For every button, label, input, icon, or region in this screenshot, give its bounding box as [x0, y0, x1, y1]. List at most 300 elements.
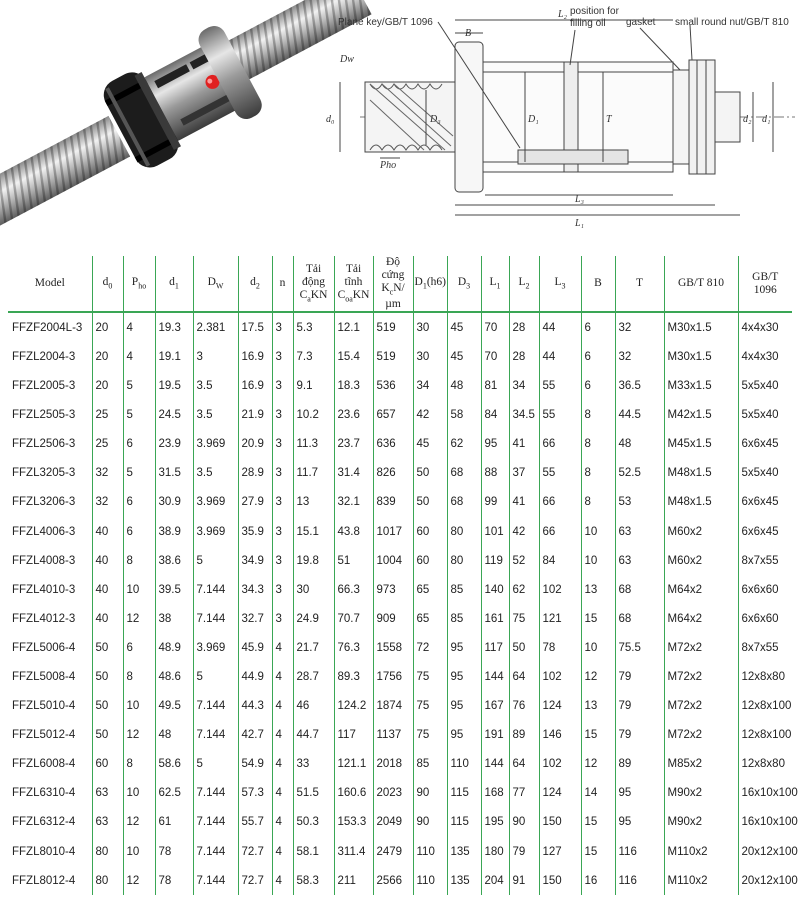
cell-d3: 95	[447, 692, 481, 721]
cell-dw: 7.144	[193, 779, 238, 808]
cell-d0: 50	[92, 633, 123, 662]
header-l1: $L_1$	[481, 256, 509, 312]
cell-d3: 95	[447, 721, 481, 750]
cell-b: 10	[581, 546, 615, 575]
cell-d2: 45.9	[238, 633, 272, 662]
dim-d1-upper: D₁	[528, 114, 539, 125]
cell-gb-t-810: M64x2	[664, 575, 738, 604]
cell-b: 12	[581, 662, 615, 691]
cell-pho: 6	[123, 633, 155, 662]
cell-l3: 55	[539, 401, 581, 430]
cell-stiffness: 1558	[373, 633, 413, 662]
cell-l3: 55	[539, 371, 581, 400]
cell-dw: 3.5	[193, 459, 238, 488]
cell-n: 4	[272, 808, 293, 837]
cell-model: FFZL3206-3	[12, 496, 76, 509]
dim-d0: d₀	[326, 114, 335, 125]
cell-l2: 42	[509, 517, 539, 546]
cell-pho: 6	[123, 430, 155, 459]
cell-pho: 10	[123, 779, 155, 808]
cell-model: FFZL8012-4	[12, 874, 76, 887]
cell-dynamic-load: 50.3	[293, 808, 334, 837]
cell-l3: 44	[539, 342, 581, 371]
cell-dw: 2.381	[193, 312, 238, 342]
cell-static-load: 211	[334, 866, 373, 895]
header-gb-t-810: GB/T 810	[664, 256, 738, 312]
cell-t: 48	[615, 430, 664, 459]
cell-static-load: 43.8	[334, 517, 373, 546]
cell-t: 36.5	[615, 371, 664, 400]
cell-model: FFZL5010-4	[12, 700, 76, 713]
cell-model: FFZL4008-3	[12, 554, 76, 567]
cell-gb-t-1096: 12x8x80	[738, 750, 792, 779]
cell-static-load: 23.7	[334, 430, 373, 459]
cell-n: 4	[272, 750, 293, 779]
cell-b: 15	[581, 837, 615, 866]
cell-static-load: 12.1	[334, 312, 373, 342]
cell-gb-t-1096: 12x8x80	[738, 662, 792, 691]
cell-d0: 32	[92, 488, 123, 517]
cell-d1-h6: 34	[413, 371, 447, 400]
header-gb-t-1096: GB/T 1096	[738, 256, 792, 312]
cell-l1: 161	[481, 604, 509, 633]
cell-stiffness: 826	[373, 459, 413, 488]
cell-dynamic-load: 11.7	[293, 459, 334, 488]
cell-d1-h6: 75	[413, 692, 447, 721]
header-d1-h6: $D_1(h6)$	[413, 256, 447, 312]
cell-t: 79	[615, 692, 664, 721]
cell-stiffness: 1004	[373, 546, 413, 575]
cell-dw: 3.969	[193, 488, 238, 517]
cell-d0: 20	[92, 371, 123, 400]
cell-model: FFZL5006-4	[12, 641, 76, 654]
cell-d1: 62.5	[155, 779, 193, 808]
oil-position-label-1: position for	[570, 6, 619, 17]
cell-dynamic-load: 21.7	[293, 633, 334, 662]
cell-l1: 81	[481, 371, 509, 400]
cell-d1: 78	[155, 837, 193, 866]
cell-n: 4	[272, 633, 293, 662]
cell-n: 3	[272, 604, 293, 633]
table-row	[8, 312, 792, 342]
gasket-label: gasket	[626, 17, 656, 28]
cell-b: 15	[581, 604, 615, 633]
cell-model: FFZL5012-4	[12, 729, 76, 742]
header-pho: $P_{ho}$	[123, 256, 155, 312]
cell-l2: 34.5	[509, 401, 539, 430]
cell-d0: 20	[92, 312, 123, 342]
table-row	[8, 575, 792, 604]
cell-t: 95	[615, 779, 664, 808]
cell-d2: 72.7	[238, 837, 272, 866]
cell-d1-h6: 50	[413, 459, 447, 488]
cell-pho: 5	[123, 401, 155, 430]
cell-static-load: 31.4	[334, 459, 373, 488]
cell-d0: 50	[92, 721, 123, 750]
dim-b: B	[465, 28, 472, 39]
cell-d1: 48.6	[155, 662, 193, 691]
cell-d2: 20.9	[238, 430, 272, 459]
cell-static-load: 117	[334, 721, 373, 750]
cell-l2: 76	[509, 692, 539, 721]
cell-l2: 62	[509, 575, 539, 604]
dim-l3: L₃	[575, 194, 585, 205]
cell-dynamic-load: 10.2	[293, 401, 334, 430]
cell-gb-t-1096: 20x12x100	[738, 866, 792, 895]
cell-d2: 72.7	[238, 866, 272, 895]
cell-model: FFZL8010-4	[12, 845, 76, 858]
cell-l3: 66	[539, 488, 581, 517]
cell-l1: 168	[481, 779, 509, 808]
cell-gb-t-1096: 8x7x55	[738, 633, 792, 662]
cell-l2: 75	[509, 604, 539, 633]
cell-d1-h6: 45	[413, 430, 447, 459]
cell-d0: 80	[92, 866, 123, 895]
cell-l3: 66	[539, 517, 581, 546]
cell-gb-t-810: M30x1.5	[664, 342, 738, 371]
table-row	[8, 692, 792, 721]
cell-model: FFZL2004-3	[12, 350, 76, 363]
cell-n: 4	[272, 779, 293, 808]
cell-l1: 180	[481, 837, 509, 866]
cell-b: 8	[581, 401, 615, 430]
cell-static-load: 121.1	[334, 750, 373, 779]
cell-d3: 115	[447, 779, 481, 808]
cell-d2: 44.9	[238, 662, 272, 691]
cell-d1-h6: 75	[413, 721, 447, 750]
cell-d1-h6: 90	[413, 808, 447, 837]
cell-d3: 85	[447, 604, 481, 633]
cell-l3: 124	[539, 692, 581, 721]
cell-l3: 102	[539, 662, 581, 691]
cell-dw: 5	[193, 750, 238, 779]
cell-d1: 19.3	[155, 312, 193, 342]
cell-dw: 7.144	[193, 866, 238, 895]
cell-l2: 50	[509, 633, 539, 662]
table-row	[8, 401, 792, 430]
cell-b: 14	[581, 779, 615, 808]
cell-pho: 12	[123, 604, 155, 633]
cell-gb-t-810: M90x2	[664, 808, 738, 837]
cell-d3: 135	[447, 866, 481, 895]
cell-l2: 41	[509, 488, 539, 517]
cell-model: FFZL2506-3	[12, 438, 76, 451]
cell-dynamic-load: 7.3	[293, 342, 334, 371]
cell-t: 32	[615, 312, 664, 342]
cell-d2: 35.9	[238, 517, 272, 546]
cell-gb-t-1096: 4x4x30	[738, 342, 792, 371]
table-row	[8, 430, 792, 459]
cell-d3: 95	[447, 633, 481, 662]
cell-static-load: 311.4	[334, 837, 373, 866]
cell-b: 10	[581, 517, 615, 546]
cell-d0: 40	[92, 546, 123, 575]
cell-static-load: 160.6	[334, 779, 373, 808]
cell-stiffness: 973	[373, 575, 413, 604]
cell-dw: 3.5	[193, 401, 238, 430]
cell-gb-t-810: M48x1.5	[664, 459, 738, 488]
cell-dynamic-load: 5.3	[293, 312, 334, 342]
cell-n: 3	[272, 401, 293, 430]
cell-model: FFZL2505-3	[12, 409, 76, 422]
cell-t: 52.5	[615, 459, 664, 488]
cell-gb-t-810: M72x2	[664, 662, 738, 691]
cell-d1-h6: 90	[413, 779, 447, 808]
cell-l2: 41	[509, 430, 539, 459]
cell-gb-t-1096: 4x4x30	[738, 312, 792, 342]
cell-pho: 8	[123, 546, 155, 575]
cell-l3: 78	[539, 633, 581, 662]
cell-l3: 84	[539, 546, 581, 575]
cell-l3: 146	[539, 721, 581, 750]
cell-n: 4	[272, 837, 293, 866]
cell-l2: 79	[509, 837, 539, 866]
cell-gb-t-810: M72x2	[664, 721, 738, 750]
cell-gb-t-1096: 6x6x45	[738, 430, 792, 459]
cell-gb-t-1096: 6x6x60	[738, 575, 792, 604]
cell-stiffness: 2018	[373, 750, 413, 779]
cell-dynamic-load: 24.9	[293, 604, 334, 633]
cell-l1: 95	[481, 430, 509, 459]
cell-pho: 10	[123, 837, 155, 866]
cell-d1: 78	[155, 866, 193, 895]
cell-n: 4	[272, 721, 293, 750]
cell-dw: 7.144	[193, 692, 238, 721]
cell-b: 15	[581, 721, 615, 750]
cell-dynamic-load: 44.7	[293, 721, 334, 750]
cell-l1: 101	[481, 517, 509, 546]
cell-t: 68	[615, 604, 664, 633]
cell-dynamic-load: 11.3	[293, 430, 334, 459]
cell-l3: 102	[539, 575, 581, 604]
cell-pho: 6	[123, 517, 155, 546]
cell-gb-t-810: M33x1.5	[664, 371, 738, 400]
cell-t: 63	[615, 546, 664, 575]
cell-b: 8	[581, 488, 615, 517]
cell-b: 8	[581, 430, 615, 459]
cell-d3: 115	[447, 808, 481, 837]
cell-d3: 45	[447, 312, 481, 342]
cell-pho: 6	[123, 488, 155, 517]
table-row	[8, 342, 792, 371]
cell-l3: 55	[539, 459, 581, 488]
cell-l2: 28	[509, 342, 539, 371]
cell-d3: 68	[447, 488, 481, 517]
cell-dw: 3.969	[193, 430, 238, 459]
cell-dynamic-load: 19.8	[293, 546, 334, 575]
cell-d3: 62	[447, 430, 481, 459]
cell-static-load: 66.3	[334, 575, 373, 604]
cell-d2: 54.9	[238, 750, 272, 779]
cell-dw: 7.144	[193, 575, 238, 604]
cell-b: 6	[581, 371, 615, 400]
cell-dw: 3.969	[193, 633, 238, 662]
header-dw: $D_W$	[193, 256, 238, 312]
cell-gb-t-810: M72x2	[664, 692, 738, 721]
table-row	[8, 459, 792, 488]
cell-gb-t-1096: 5x5x40	[738, 401, 792, 430]
cell-stiffness: 536	[373, 371, 413, 400]
cell-d1-h6: 85	[413, 750, 447, 779]
ball-nut-technical-drawing	[320, 0, 800, 230]
cell-static-load: 23.6	[334, 401, 373, 430]
cell-t: 79	[615, 662, 664, 691]
table-row	[8, 837, 792, 866]
cell-pho: 12	[123, 721, 155, 750]
cell-dynamic-load: 58.3	[293, 866, 334, 895]
cell-d0: 50	[92, 692, 123, 721]
cell-gb-t-810: M30x1.5	[664, 312, 738, 342]
cell-l1: 88	[481, 459, 509, 488]
cell-d1-h6: 30	[413, 342, 447, 371]
dim-d3: D₃	[430, 114, 441, 125]
cell-d1-h6: 30	[413, 312, 447, 342]
cell-l2: 89	[509, 721, 539, 750]
cell-stiffness: 909	[373, 604, 413, 633]
cell-stiffness: 1756	[373, 662, 413, 691]
cell-model: FFZL4012-3	[12, 612, 76, 625]
cell-dynamic-load: 13	[293, 488, 334, 517]
cell-gb-t-810: M110x2	[664, 837, 738, 866]
cell-d2: 28.9	[238, 459, 272, 488]
table-row	[8, 662, 792, 691]
cell-n: 4	[272, 692, 293, 721]
header-dynamic-load: Tải động $C_aKN$	[293, 256, 334, 312]
cell-static-load: 89.3	[334, 662, 373, 691]
cell-l2: 28	[509, 312, 539, 342]
cell-dw: 7.144	[193, 808, 238, 837]
cell-dw: 7.144	[193, 837, 238, 866]
cell-d1: 23.9	[155, 430, 193, 459]
cell-n: 3	[272, 371, 293, 400]
cell-l2: 90	[509, 808, 539, 837]
cell-n: 3	[272, 312, 293, 342]
cell-gb-t-1096: 6x6x60	[738, 604, 792, 633]
cell-d1: 38	[155, 604, 193, 633]
cell-d2: 57.3	[238, 779, 272, 808]
cell-n: 3	[272, 488, 293, 517]
cell-dynamic-load: 51.5	[293, 779, 334, 808]
cell-l1: 99	[481, 488, 509, 517]
cell-gb-t-1096: 5x5x40	[738, 371, 792, 400]
cell-d3: 110	[447, 750, 481, 779]
cell-d3: 80	[447, 546, 481, 575]
cell-d2: 44.3	[238, 692, 272, 721]
cell-gb-t-1096: 12x8x100	[738, 692, 792, 721]
cell-l1: 70	[481, 312, 509, 342]
cell-model: FFZL2005-3	[12, 380, 76, 393]
cell-gb-t-810: M85x2	[664, 750, 738, 779]
cell-dw: 3.5	[193, 371, 238, 400]
cell-gb-t-1096: 5x5x40	[738, 459, 792, 488]
cell-stiffness: 2049	[373, 808, 413, 837]
dim-d1: d₁	[762, 114, 771, 125]
cell-dw: 5	[193, 662, 238, 691]
cell-d2: 16.9	[238, 342, 272, 371]
cell-stiffness: 1874	[373, 692, 413, 721]
cell-b: 13	[581, 692, 615, 721]
dim-t: T	[606, 114, 612, 125]
cell-pho: 12	[123, 808, 155, 837]
table-row	[8, 604, 792, 633]
cell-dynamic-load: 9.1	[293, 371, 334, 400]
table-body	[8, 312, 798, 895]
header-d0: $d_0$	[92, 256, 123, 312]
cell-d1-h6: 65	[413, 604, 447, 633]
cell-dynamic-load: 28.7	[293, 662, 334, 691]
cell-dynamic-load: 58.1	[293, 837, 334, 866]
cell-pho: 4	[123, 312, 155, 342]
cell-gb-t-1096: 20x12x100	[738, 837, 792, 866]
cell-l3: 124	[539, 779, 581, 808]
cell-b: 16	[581, 866, 615, 895]
cell-l1: 144	[481, 662, 509, 691]
cell-t: 53	[615, 488, 664, 517]
cell-d0: 60	[92, 750, 123, 779]
cell-n: 3	[272, 575, 293, 604]
cell-gb-t-810: M60x2	[664, 517, 738, 546]
cell-l2: 64	[509, 750, 539, 779]
cell-pho: 4	[123, 342, 155, 371]
cell-d0: 40	[92, 575, 123, 604]
cell-d1-h6: 110	[413, 837, 447, 866]
table-row	[8, 517, 792, 546]
table-row	[8, 721, 792, 750]
header-b: B	[581, 256, 615, 312]
cell-l2: 91	[509, 866, 539, 895]
cell-d1: 19.1	[155, 342, 193, 371]
cell-t: 116	[615, 837, 664, 866]
cell-l3: 44	[539, 312, 581, 342]
dim-dw: Dw	[340, 54, 354, 65]
cell-d1: 38.9	[155, 517, 193, 546]
cell-l1: 70	[481, 342, 509, 371]
cell-dw: 5	[193, 546, 238, 575]
cell-d2: 55.7	[238, 808, 272, 837]
plane-key-label: Plane key/GB/T 1096	[338, 17, 433, 28]
cell-l1: 167	[481, 692, 509, 721]
cell-static-load: 76.3	[334, 633, 373, 662]
cell-d0: 20	[92, 342, 123, 371]
cell-l1: 204	[481, 866, 509, 895]
header-model: Model	[8, 256, 92, 312]
cell-l3: 150	[539, 808, 581, 837]
cell-d1: 61	[155, 808, 193, 837]
cell-stiffness: 519	[373, 342, 413, 371]
cell-static-load: 15.4	[334, 342, 373, 371]
cell-n: 3	[272, 342, 293, 371]
cell-d2: 34.9	[238, 546, 272, 575]
cell-d1-h6: 110	[413, 866, 447, 895]
cell-gb-t-1096: 16x10x100	[738, 808, 792, 837]
cell-n: 3	[272, 517, 293, 546]
cell-d3: 95	[447, 662, 481, 691]
cell-stiffness: 519	[373, 312, 413, 342]
cell-d3: 58	[447, 401, 481, 430]
header-stiffness: Độ cứng $K_cN/\mu m$	[373, 256, 413, 312]
cell-d1: 24.5	[155, 401, 193, 430]
cell-d2: 21.9	[238, 401, 272, 430]
cell-d1: 31.5	[155, 459, 193, 488]
cell-gb-t-810: M64x2	[664, 604, 738, 633]
header-n: n	[272, 256, 293, 312]
cell-stiffness: 657	[373, 401, 413, 430]
cell-d1-h6: 65	[413, 575, 447, 604]
cell-d1: 48.9	[155, 633, 193, 662]
cell-stiffness: 1017	[373, 517, 413, 546]
cell-l2: 37	[509, 459, 539, 488]
cell-gb-t-810: M42x1.5	[664, 401, 738, 430]
